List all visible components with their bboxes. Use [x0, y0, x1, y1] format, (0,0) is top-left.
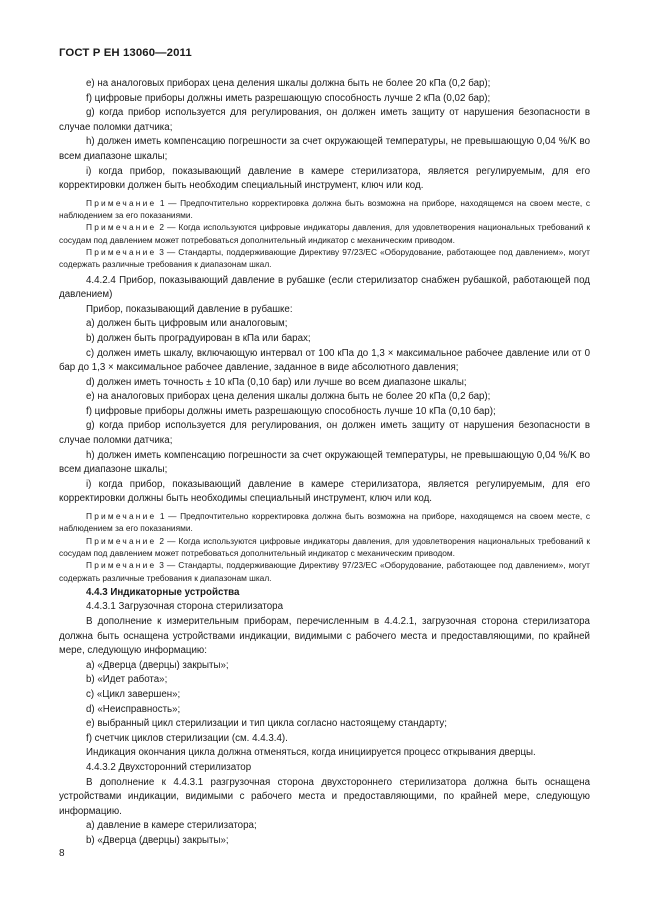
- list-item: a) «Дверца (дверцы) закрыты»;: [86, 659, 229, 671]
- list-item: g) когда прибор используется для регулирования, он должен иметь защиту от нарушения безопасности в случае поломки датчика;: [59, 420, 590, 447]
- list-item: i) когда прибор, показывающий давление в камере стерилизатора, является регулируемым, для его корректировки должен быть необходим специальный инструмент, ключ или код.: [59, 165, 590, 192]
- notes-group: [59, 197, 590, 271]
- pressure-gauge-requirements-list: [59, 77, 590, 194]
- note-text: 3 — Стандарты, поддерживающие Директиву 97/23/ЕС «Оборудование, работающее под давлением», могут содержать различные требования к диапазонам шкал.: [59, 246, 590, 270]
- note: [59, 510, 590, 535]
- list-item: f) счетчик циклов стерилизации (см. 4.4.3.4).: [86, 732, 288, 744]
- page-content: [59, 77, 590, 849]
- list-item: h) должен иметь компенсацию погрешности за счет окружающей температуры, не превышающую 0,04 %/K во всем диапазоне шкалы;: [59, 449, 590, 476]
- list-item: e) выбранный цикл стерилизации и тип цикла согласно настоящему стандарту;: [86, 718, 447, 730]
- note-label: Примечание: [86, 560, 157, 571]
- note-label: Примечание: [86, 246, 157, 257]
- note-text: 1 — Предпочтительно корректировка должна быть возможна на приборе, находящемся на своем месте, с наблюдением за его показаниями.: [59, 197, 590, 221]
- list-item: a) должен быть цифровым или аналоговым;: [86, 318, 288, 330]
- note-text: 1 — Предпочтительно корректировка должна быть возможна на приборе, находящемся на своем месте, с наблюдением за его показаниями.: [59, 511, 590, 534]
- section-heading-4424: 4.4.2.4 Прибор, показывающий давление в рубашке (если стерилизатор снабжен рубашкой, работающей под давлением): [59, 274, 590, 301]
- paragraph: В дополнение к измерительным приборам, перечисленным в 4.4.2.1, загрузочная сторона стерилизатора должна быть оснащена устройствами индикации, видимыми с рабочего места и предоставляющими, по крайней мере, следующую информацию:: [59, 616, 590, 657]
- list-item: f) цифровые приборы должны иметь разрешающую способность лучше 10 кПа (0,10 бар);: [86, 405, 496, 417]
- section-heading-443: 4.4.3 Индикаторные устройства: [86, 586, 240, 598]
- list-item: f) цифровые приборы должны иметь разрешающую способность лучше 2 кПа (0,02 бар);: [86, 92, 491, 104]
- list-item: g) когда прибор используется для регулирования, он должен иметь защиту от нарушения безопасности в случае поломки датчика;: [59, 107, 590, 133]
- section-heading-4432: 4.4.3.2 Двухсторонний стерилизатор: [86, 761, 252, 773]
- note: [59, 535, 590, 560]
- paragraph: В дополнение к 4.4.3.1 разгрузочная сторона двухстороннего стерилизатора должна быть оснащена устройствами индикации, видимыми с рабочего места и предоставляющими, по крайней мере, следующую информацию.: [59, 776, 590, 817]
- list-item: a) давление в камере стерилизатора;: [86, 820, 257, 832]
- section-heading-4431: 4.4.3.1 Загрузочная сторона стерилизатора: [86, 601, 283, 613]
- document-header: ГОСТ Р ЕН 13060—2011: [59, 47, 192, 59]
- list-item: i) когда прибор, показывающий давление в камере стерилизатора, является регулируемым, для его корректировки должны быть необходимы специальный инструмент, ключ или код.: [59, 478, 590, 505]
- list-item: b) «Дверца (дверцы) закрыты»;: [86, 834, 229, 846]
- list-item: c) должен иметь шкалу, включающую интервал от 100 кПа до 1,3 × максимальное рабочее давление или от 0 бар до 1,3 × максимальное рабочее давление, заданное в виде абсолютного давления;: [59, 347, 590, 374]
- list-item: b) «Идет работа»;: [86, 674, 168, 686]
- note: [59, 197, 590, 222]
- list-item: c) «Цикл завершен»;: [86, 688, 181, 700]
- note: [59, 559, 590, 584]
- note: [59, 246, 590, 271]
- list-item: h) должен иметь компенсацию погрешности за счет окружающей температуры, не превышающую 0,04 %/K во всем диапазоне шкалы;: [59, 136, 590, 162]
- unload-side-indicators-list: [59, 819, 590, 848]
- note: [59, 221, 590, 246]
- jacket-gauge-requirements-list: [59, 317, 590, 507]
- note-text: 2 — Когда используются цифровые индикаторы давления, для удовлетворения национальных требований к сосудам под давлением может потребоваться дополнительный индикатор с механическим приводом.: [59, 222, 590, 245]
- paragraph: Индикация окончания цикла должна отменяться, когда инициируется процесс открывания дверцы.: [86, 747, 536, 759]
- list-item: d) «Неисправность»;: [86, 703, 181, 715]
- page-number: 8: [59, 848, 65, 859]
- note-label: Примечание: [86, 535, 157, 546]
- note-text: 3 — Стандарты, поддерживающие Директиву 97/23/ЕС «Оборудование, работающее под давлением», могут содержать различные требования к диапазонам шкал.: [59, 560, 590, 583]
- notes-group: [59, 510, 590, 584]
- load-side-indicators-list: [59, 659, 590, 747]
- note-label: Примечание: [86, 511, 157, 522]
- list-item: b) должен быть проградуирован в кПа или барах;: [86, 332, 311, 344]
- list-item: e) на аналоговых приборах цена деления шкалы должна быть не более 20 кПа (0,2 бар);: [86, 78, 491, 89]
- list-item: e) на аналоговых приборах цена деления шкалы должна быть не более 20 кПа (0,2 бар);: [86, 391, 491, 403]
- note-text: 2 — Когда используются цифровые индикаторы давления, для удовлетворения национальных требований к сосудам под давлением может потребоваться дополнительный индикатор с механическим приводом.: [59, 535, 590, 558]
- list-item: d) должен иметь точность ± 10 кПа (0,10 бар) или лучше во всем диапазоне шкалы;: [86, 376, 467, 388]
- note-label: Примечание: [86, 222, 157, 233]
- note-label: Примечание: [86, 197, 157, 208]
- paragraph: Прибор, показывающий давление в рубашке:: [86, 303, 293, 315]
